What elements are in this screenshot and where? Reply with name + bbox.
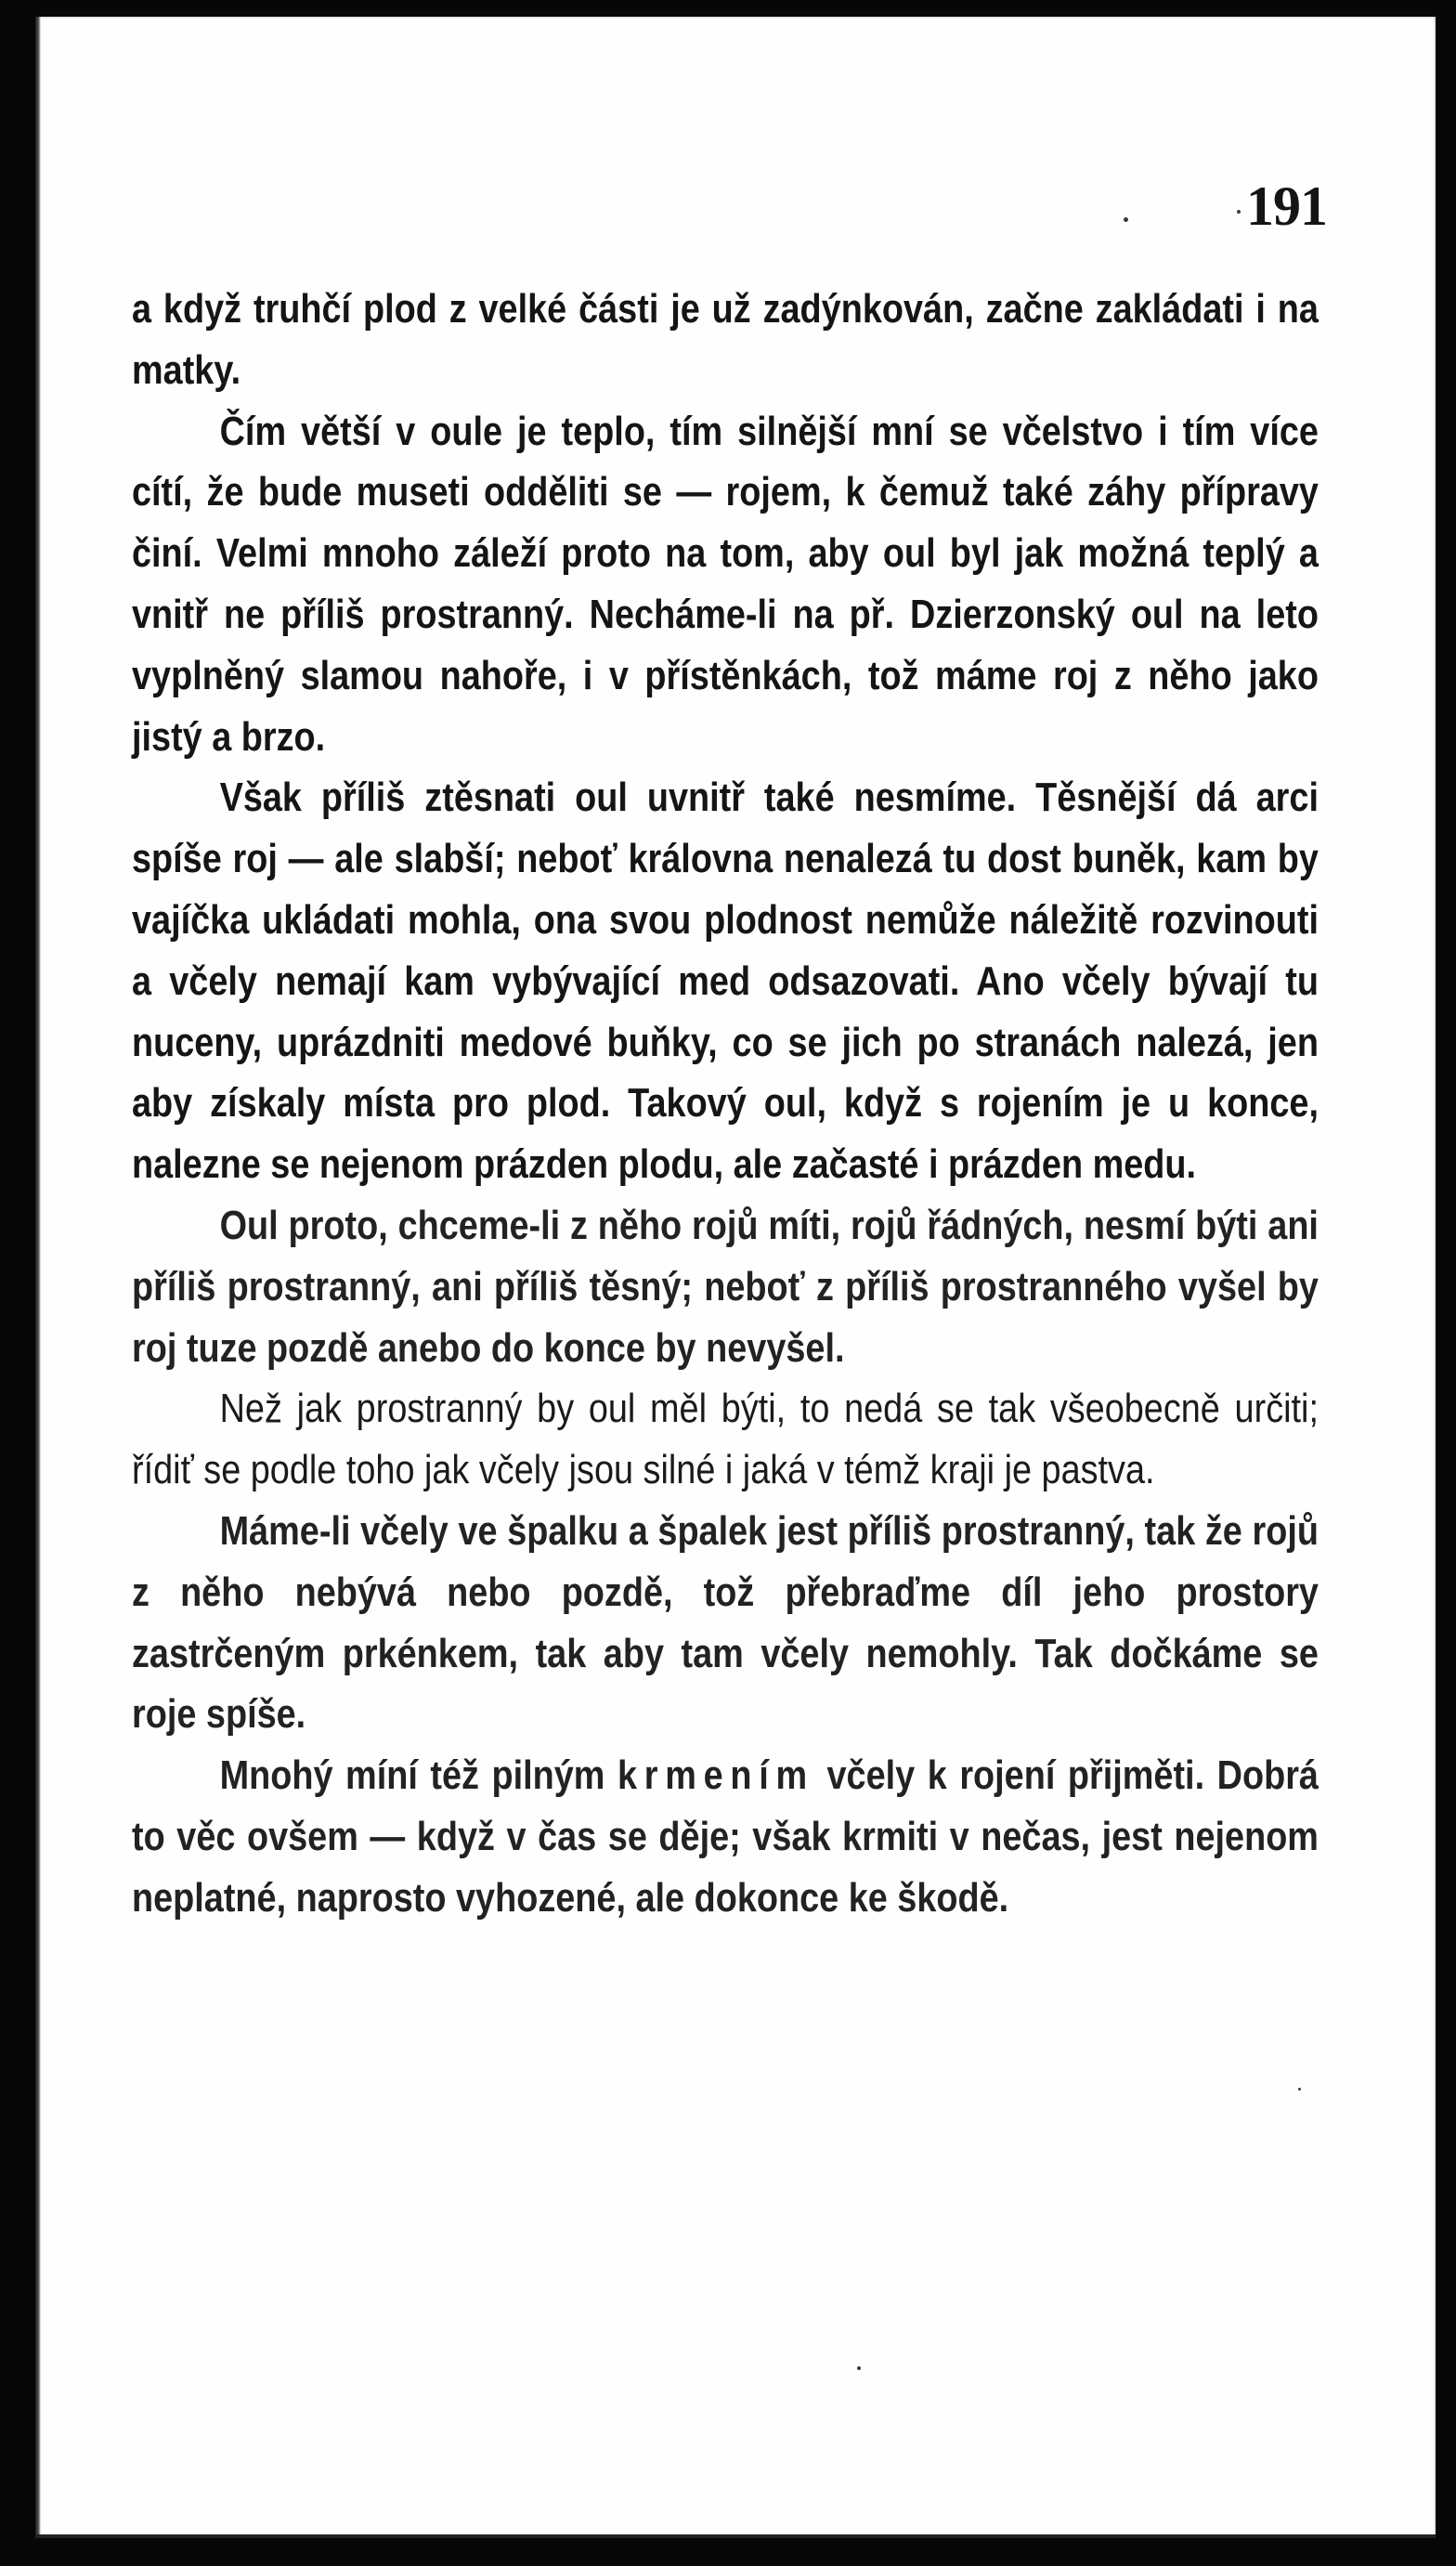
- ink-speck: [1124, 217, 1128, 222]
- paragraph-2: Čím větší v oule je teplo, tím silnější mní se včelstvo i tím více cítí, že bude museti odděliti se — rojem, k čemuž také záhy přípravy činí. Velmi mnoho záleží proto na tom, aby oul byl jak možná teplý a vnitř ne příliš prostranný. Necháme-li na př. Dzierzonský oul na leto vyplněný slamou nahoře, i v přístěnkách, tož máme roj z něho jako jistý a brzo.: [132, 408, 1319, 760]
- paragraph-6: Máme-li včely ve špalku a špalek jest příliš prostranný, tak že rojů z něho nebývá nebo pozdě, tož přebraďme díl jeho prostory zastrčeným prkénkem, tak aby tam včely nemohly. Tak dočkáme se roje spíše.: [132, 1507, 1319, 1738]
- paragraph-5: Než jak prostranný by oul měl býti, to nedá se tak všeobecně určiti; řídiť se podle toho jak včely jsou silné i jaká v témž kraji je pastva.: [132, 1386, 1319, 1493]
- ink-speck: [1237, 210, 1241, 214]
- page-bottom-edge: [35, 2534, 1436, 2538]
- book-page: [35, 17, 1436, 2538]
- paragraph-7-end: včely k rojení přijměti. Dobrá to věc ovšem — když v čas se děje; však krmiti v nečas, jest nejenom neplatné, naprosto vyhozené, ale dokonce ke škodě.: [132, 1752, 1319, 1921]
- paragraph-4: Oul proto, chceme-li z něho rojů míti, rojů řádných, nesmí býti ani příliš prostranný, ani příliš těsný; neboť z příliš prostranného vyšel by roj tuze pozdě anebo do konce by nevyšel.: [132, 1202, 1319, 1371]
- body-text: [132, 279, 1319, 1929]
- paragraph-1: a když truhčí plod z velké části je už zadýnkován, začne zakládati i na matky.: [132, 286, 1319, 393]
- ink-speck: [857, 2366, 861, 2370]
- page-edge-shadow: [35, 17, 41, 2538]
- paragraph-3: Však příliš ztěsnati oul uvnitř také nesmíme. Těsnější dá arci spíše roj — ale slabší; neboť královna nenalezá tu dost buněk, kam by vajíčka ukládati mohla, ona svou plodnost nemůže náležitě rozvinouti a včely nemají kam vybývající med odsazovati. Ano včely bývají tu nuceny, uprázdniti medové buňky, co se jich po stranách nalezá, jen aby získaly místa pro plod. Takový oul, když s rojením je u konce, nalezne se nejenom prázden plodu, ale začasté i prázden medu.: [132, 775, 1319, 1188]
- paragraph-7: [132, 1745, 1319, 1928]
- paragraph-7-start: Mnohý míní též pilným: [219, 1752, 618, 1799]
- ink-speck: [1298, 2088, 1301, 2091]
- page-number: 191: [1246, 176, 1327, 237]
- spaced-word-krmenim: krmením: [618, 1752, 814, 1799]
